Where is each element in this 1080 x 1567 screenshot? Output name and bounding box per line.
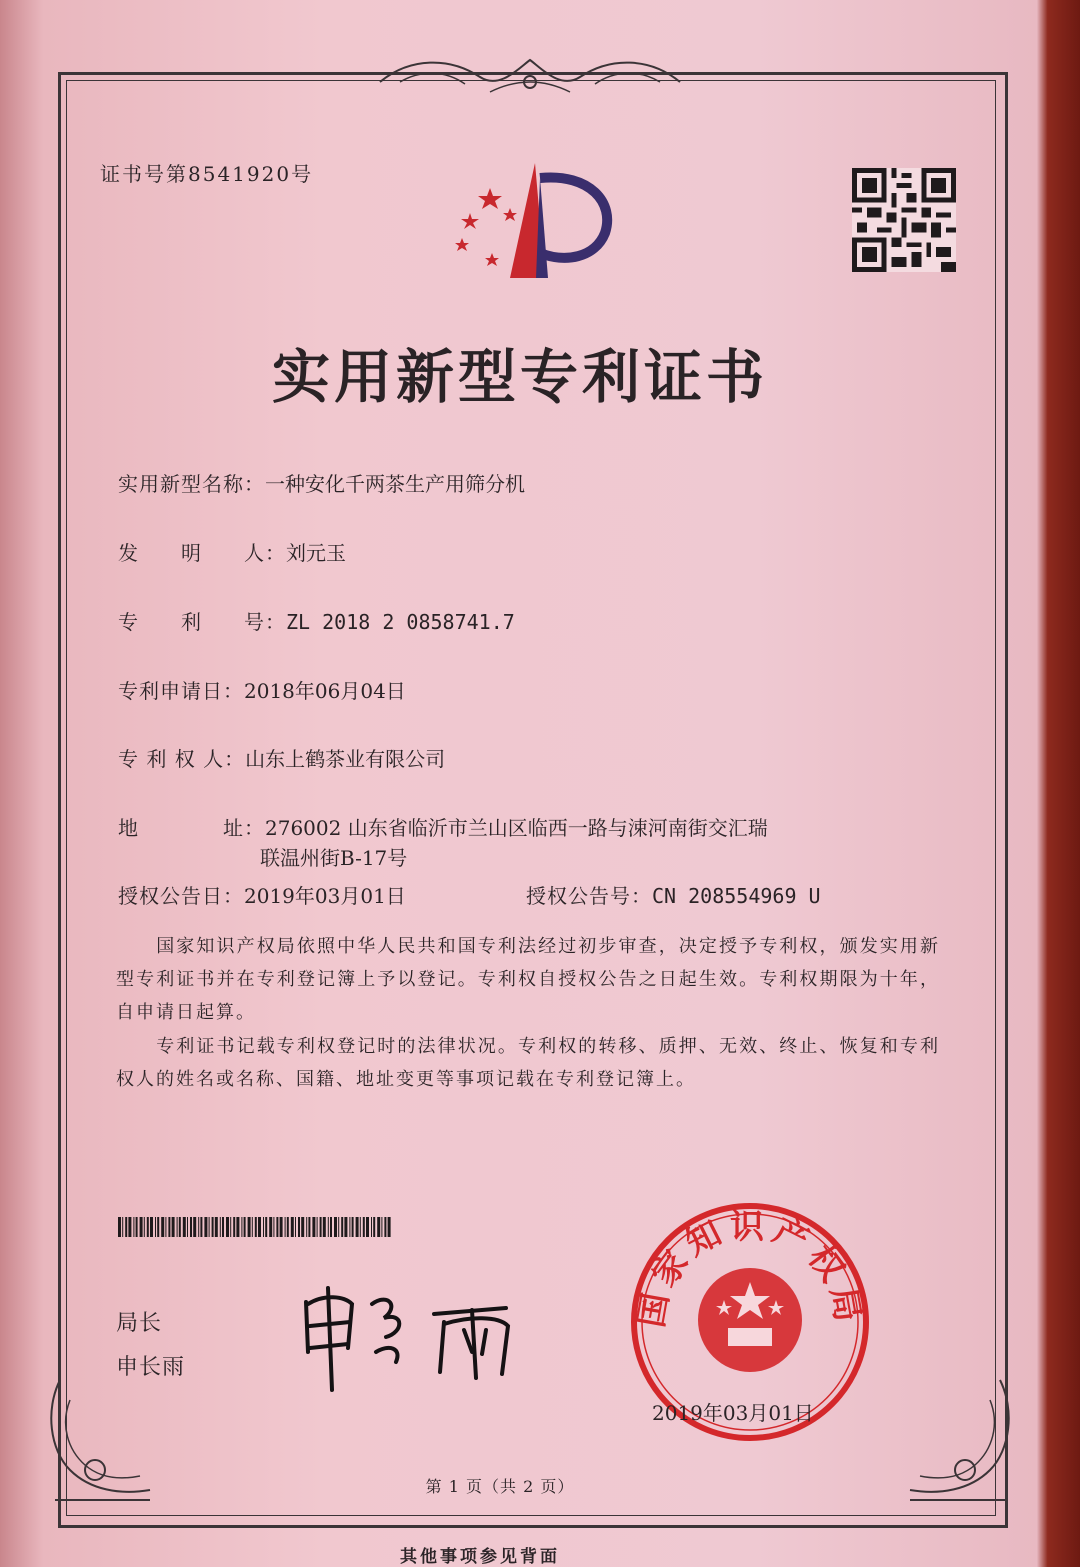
seal-date: 2019年03月01日 [652, 1401, 814, 1425]
address-label: 地 址： [118, 816, 265, 840]
utility-model-name-value: 一种安化千两茶生产用筛分机 [265, 472, 525, 496]
utility-model-name-row [118, 468, 525, 497]
certificate-title: 实用新型专利证书 [271, 343, 768, 411]
certificate-number: 证书号第8541920号 [100, 162, 314, 186]
patent-number-row [118, 606, 515, 635]
footer-note: 其他事项参见背面 [400, 1547, 560, 1567]
inventor-value: 刘元玉 [286, 541, 346, 565]
director-name: 申长雨 [116, 1355, 186, 1380]
seal-text: 国家知识产权局 [631, 1207, 869, 1331]
grant-date-value: 2019年03月01日 [244, 884, 406, 908]
filing-date-label: 专利申请日： [118, 679, 244, 703]
patent-number-value: ZL 2018 2 0858741.7 [286, 610, 515, 634]
patentee-label: 专 利 权 人： [118, 747, 246, 771]
filing-date-value: 2018年06月04日 [244, 679, 406, 703]
legal-paragraph-1: 国家知识产权局依照中华人民共和国专利法经过初步审查，决定授予专利权，颁发实用新型专利证书并在专利登记簿上予以登记。专利权自授权公告之日起生效。专利权期限为十年，自申请日起算。 [116, 936, 940, 1023]
grant-date-row [118, 880, 406, 909]
patent-number-label: 专 利 号： [118, 610, 286, 634]
patent-office-emblem [440, 158, 620, 288]
address-line1: 276002 山东省临沂市兰山区临西一路与涑河南街交汇瑞 [265, 816, 768, 840]
director-signature [294, 1282, 530, 1394]
grant-date-label: 授权公告日： [118, 884, 244, 908]
grant-number-row [526, 880, 821, 909]
grant-number-label: 授权公告号： [526, 884, 652, 908]
page-number: 第 1 页（共 2 页） [425, 1477, 575, 1496]
utility-model-name-label: 实用新型名称： [118, 472, 265, 496]
inventor-row [118, 537, 346, 566]
address-line2: 联温州街B-17号 [260, 846, 408, 870]
address-row [118, 812, 768, 841]
top-ornament [370, 52, 690, 102]
grant-number-value: CN 208554969 U [652, 884, 821, 908]
address-line2-row [260, 842, 407, 871]
inventor-label: 发 明 人： [118, 541, 286, 565]
director-title: 局长 [116, 1311, 163, 1336]
legal-paragraph-2: 专利证书记载专利权登记时的法律状况。专利权的转移、质押、无效、终止、恢复和专利权人的姓名或名称、国籍、地址变更等事项记载在专利登记簿上。 [116, 1036, 940, 1090]
filing-date-row [118, 675, 406, 704]
qr-code [852, 168, 956, 272]
patentee-row [118, 743, 445, 772]
patentee-value: 山东上鹤茶业有限公司 [245, 747, 446, 771]
barcode [118, 1217, 392, 1237]
